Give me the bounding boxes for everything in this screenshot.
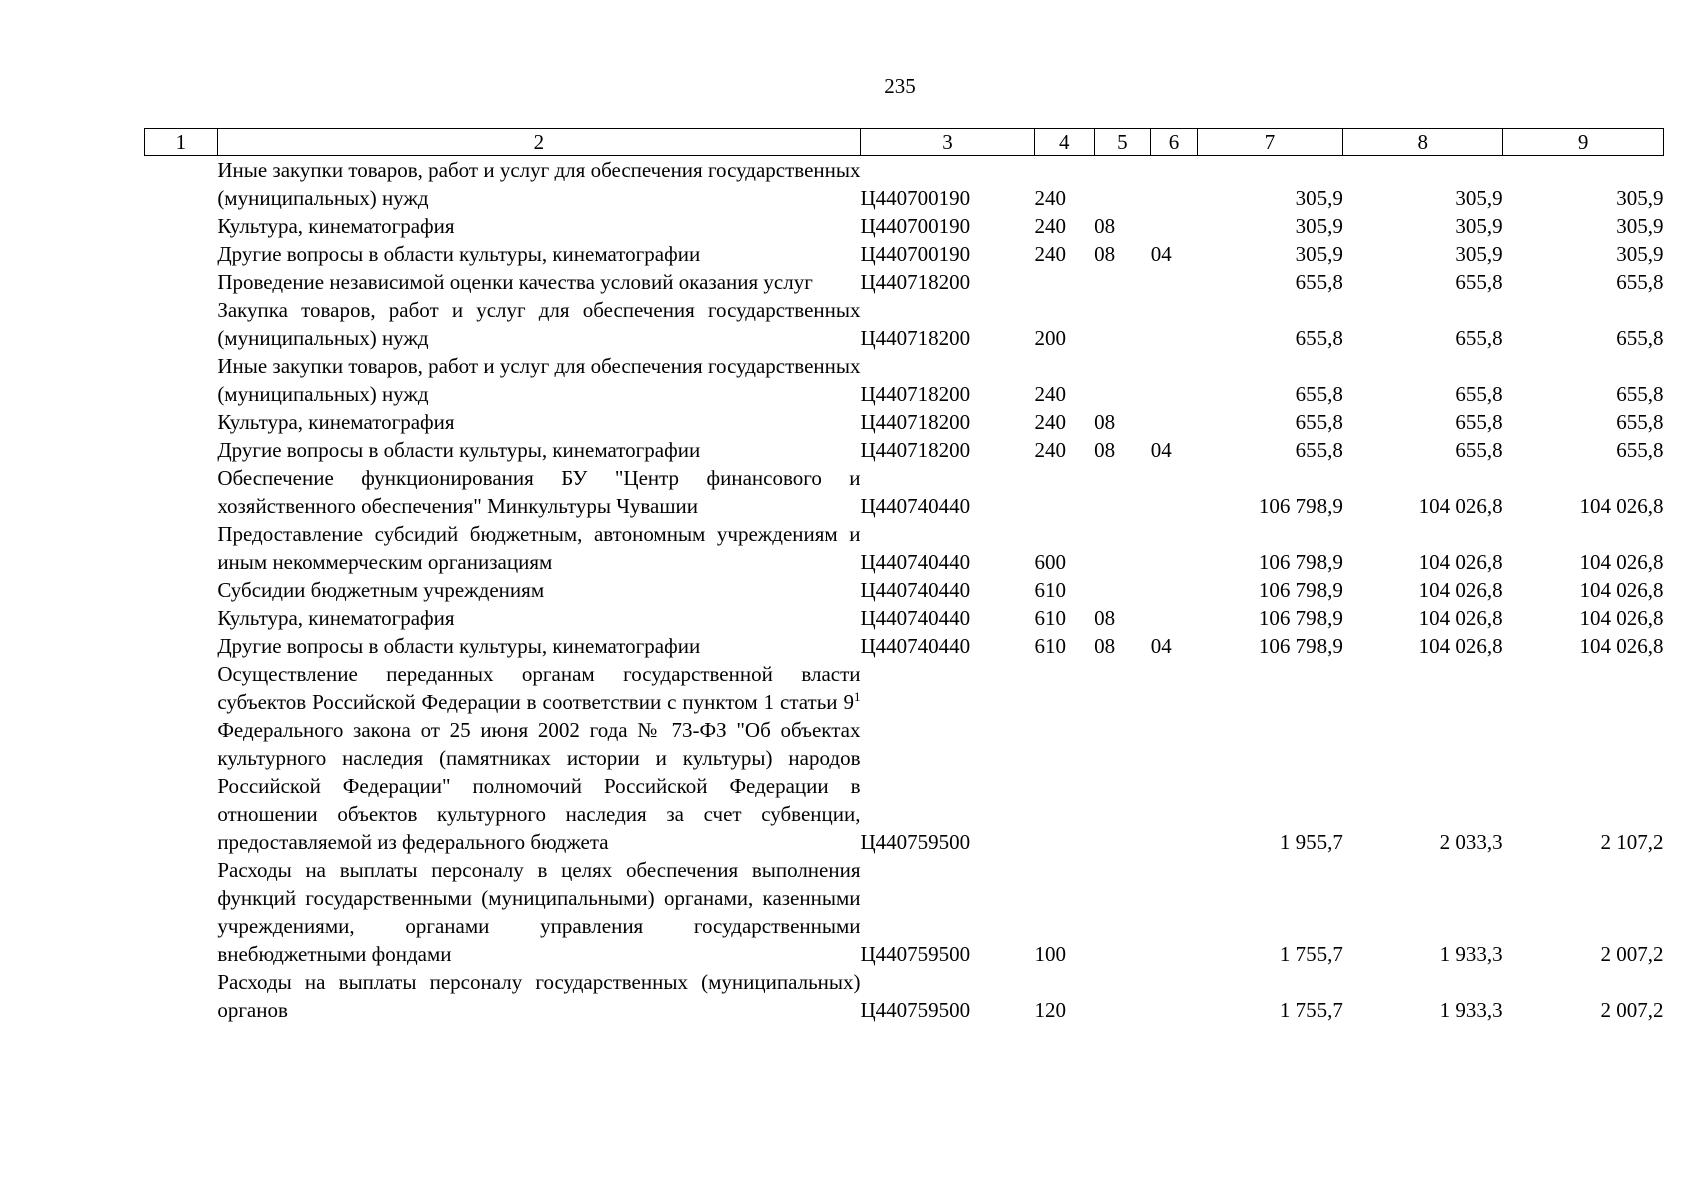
cell-amount-col-7: 305,9 xyxy=(1295,242,1343,266)
cell-amount-col-7: 106 798,9 xyxy=(1258,578,1343,602)
cell-target-code: Ц440759500 xyxy=(860,830,971,854)
cell-amount-col-8: 305,9 xyxy=(1455,186,1503,210)
cell-amount-col-7: 106 798,9 xyxy=(1258,550,1343,574)
cell-item-name: Культура, кинематография xyxy=(217,410,455,434)
cell-section xyxy=(1094,968,1151,1024)
cell-section xyxy=(1094,464,1151,520)
cell-amount-col-7: 655,8 xyxy=(1295,326,1343,350)
cell-target-code: Ц440718200 xyxy=(860,438,971,462)
cell-amount-col-9: 2 007,2 xyxy=(1600,998,1664,1022)
cell-amount-col-9: 104 026,8 xyxy=(1579,634,1664,658)
cell-target-code: Ц440718200 xyxy=(860,382,971,406)
cell-expense-type xyxy=(1034,464,1094,520)
cell-amount-col-9: 305,9 xyxy=(1616,242,1664,266)
cell-amount-col-9: 2 107,2 xyxy=(1600,830,1664,854)
cell-col-1 xyxy=(145,212,218,240)
cell-section xyxy=(1094,576,1151,604)
cell-target-code: Ц440700190 xyxy=(860,242,971,266)
table-row xyxy=(145,604,1664,632)
cell-expense-type: 200 xyxy=(1034,326,1066,350)
cell-section: 08 xyxy=(1094,634,1116,658)
table-row xyxy=(145,240,1664,268)
table-row xyxy=(145,632,1664,660)
header-col-9: 9 xyxy=(1503,129,1664,156)
table-row xyxy=(145,968,1664,1024)
cell-amount-col-7: 1 755,7 xyxy=(1279,942,1343,966)
cell-amount-col-8: 305,9 xyxy=(1455,242,1503,266)
cell-section: 08 xyxy=(1094,410,1116,434)
cell-section: 08 xyxy=(1094,214,1116,238)
cell-col-1 xyxy=(145,436,218,464)
cell-amount-col-9: 655,8 xyxy=(1616,270,1664,294)
cell-section xyxy=(1094,268,1151,296)
cell-subsection xyxy=(1151,856,1198,968)
header-col-2: 2 xyxy=(217,129,860,156)
cell-target-code: Ц440740440 xyxy=(860,578,971,602)
cell-amount-col-8: 655,8 xyxy=(1455,410,1503,434)
cell-amount-col-9: 104 026,8 xyxy=(1579,606,1664,630)
cell-subsection xyxy=(1151,352,1198,408)
cell-col-1 xyxy=(145,464,218,520)
cell-amount-col-7: 305,9 xyxy=(1295,214,1343,238)
table-row xyxy=(145,436,1664,464)
table-row xyxy=(145,408,1664,436)
header-col-6: 6 xyxy=(1151,129,1198,156)
table-body xyxy=(145,156,1664,1025)
cell-section xyxy=(1094,520,1151,576)
cell-subsection xyxy=(1151,520,1198,576)
cell-target-code: Ц440718200 xyxy=(860,410,971,434)
cell-col-1 xyxy=(145,576,218,604)
cell-expense-type: 240 xyxy=(1034,410,1066,434)
cell-amount-col-9: 104 026,8 xyxy=(1579,494,1664,518)
cell-target-code: Ц440700190 xyxy=(860,214,971,238)
table-row xyxy=(145,464,1664,520)
header-col-1: 1 xyxy=(145,129,218,156)
cell-item-name: Расходы на выплаты персоналу государственных (муниципальных) органов xyxy=(217,970,861,1022)
cell-expense-type: 240 xyxy=(1034,438,1066,462)
cell-section xyxy=(1094,156,1151,213)
cell-amount-col-9: 104 026,8 xyxy=(1579,578,1664,602)
table-row xyxy=(145,352,1664,408)
cell-subsection xyxy=(1151,660,1198,856)
cell-item-name: Предоставление субсидий бюджетным, автономным учреждениям и иным некоммерческим организациям xyxy=(217,522,861,574)
table-row xyxy=(145,296,1664,352)
cell-expense-type: 240 xyxy=(1034,242,1066,266)
table-row xyxy=(145,576,1664,604)
cell-target-code: Ц440759500 xyxy=(860,998,971,1022)
cell-item-name: Закупка товаров, работ и услуг для обеспечения государственных (муниципальных) нужд xyxy=(217,298,861,350)
cell-target-code: Ц440740440 xyxy=(860,494,971,518)
cell-item-name: Другие вопросы в области культуры, кинематографии xyxy=(217,438,701,462)
cell-subsection: 04 xyxy=(1150,438,1172,462)
cell-item-name: Проведение независимой оценки качества условий оказания услуг xyxy=(217,270,813,294)
cell-item-name: Культура, кинематография xyxy=(217,606,455,630)
cell-target-code: Ц440759500 xyxy=(860,942,971,966)
article-superscript: 1 xyxy=(854,689,861,704)
header-col-8: 8 xyxy=(1343,129,1503,156)
table-row xyxy=(145,212,1664,240)
cell-amount-col-8: 104 026,8 xyxy=(1418,606,1503,630)
cell-col-1 xyxy=(145,240,218,268)
cell-item-name: Иные закупки товаров, работ и услуг для обеспечения государственных (муниципальных) нужд xyxy=(217,158,861,210)
cell-subsection xyxy=(1151,408,1198,436)
cell-expense-type: 100 xyxy=(1034,942,1066,966)
cell-item-name: Обеспечение функционирования БУ "Центр финансового и хозяйственного обеспечения" Минкультуры Чувашии xyxy=(217,466,861,518)
cell-amount-col-8: 1 933,3 xyxy=(1439,942,1503,966)
cell-amount-col-7: 655,8 xyxy=(1295,438,1343,462)
table-row xyxy=(145,660,1664,856)
cell-col-1 xyxy=(145,520,218,576)
cell-expense-type: 120 xyxy=(1034,998,1066,1022)
cell-section: 08 xyxy=(1094,242,1116,266)
cell-amount-col-8: 104 026,8 xyxy=(1418,578,1503,602)
cell-amount-col-9: 305,9 xyxy=(1616,186,1664,210)
cell-target-code: Ц440718200 xyxy=(860,270,971,294)
cell-item-name: Иные закупки товаров, работ и услуг для обеспечения государственных (муниципальных) нужд xyxy=(217,354,861,406)
cell-subsection xyxy=(1151,576,1198,604)
cell-amount-col-7: 655,8 xyxy=(1295,410,1343,434)
cell-subsection xyxy=(1151,968,1198,1024)
cell-col-1 xyxy=(145,408,218,436)
cell-expense-type: 240 xyxy=(1034,214,1066,238)
cell-expense-type: 610 xyxy=(1034,578,1066,602)
cell-section xyxy=(1094,352,1151,408)
cell-amount-col-8: 1 933,3 xyxy=(1439,998,1503,1022)
cell-expense-type: 610 xyxy=(1034,634,1066,658)
cell-col-1 xyxy=(145,268,218,296)
cell-item-name: Другие вопросы в области культуры, кинематографии xyxy=(217,634,701,658)
cell-amount-col-9: 655,8 xyxy=(1616,382,1664,406)
cell-subsection xyxy=(1151,268,1198,296)
budget-table xyxy=(144,128,1664,1024)
cell-subsection xyxy=(1151,296,1198,352)
cell-col-1 xyxy=(145,632,218,660)
cell-amount-col-8: 104 026,8 xyxy=(1418,494,1503,518)
cell-expense-type: 240 xyxy=(1034,186,1066,210)
cell-subsection xyxy=(1151,212,1198,240)
cell-target-code: Ц440740440 xyxy=(860,634,971,658)
cell-section: 08 xyxy=(1094,438,1116,462)
header-col-3: 3 xyxy=(861,129,1035,156)
cell-target-code: Ц440700190 xyxy=(860,186,971,210)
cell-amount-col-7: 106 798,9 xyxy=(1258,606,1343,630)
cell-amount-col-9: 305,9 xyxy=(1616,214,1664,238)
table-row xyxy=(145,856,1664,968)
cell-item-name: Осуществление переданных органам государственной власти субъектов Российской Федерации в соответствии с пунктом 1 статьи $9^1$ Федерального закона от 25 июня 2002 года № 73-ФЗ "Об объектах культурного наследия (памятниках истории и культуры) народов Российской Федерации" полномочий Российской Федерации в отношении объектов культурного наследия за счет субвенции, предоставляемой из федерального бюджета xyxy=(217,662,861,854)
cell-amount-col-8: 655,8 xyxy=(1455,438,1503,462)
cell-col-1 xyxy=(145,352,218,408)
cell-item-name: Культура, кинематография xyxy=(217,214,455,238)
cell-amount-col-7: 106 798,9 xyxy=(1258,634,1343,658)
header-row xyxy=(145,129,1664,156)
cell-amount-col-7: 106 798,9 xyxy=(1258,494,1343,518)
cell-amount-col-8: 305,9 xyxy=(1455,214,1503,238)
cell-amount-col-7: 655,8 xyxy=(1295,270,1343,294)
cell-amount-col-7: 1 755,7 xyxy=(1279,998,1343,1022)
header-col-4: 4 xyxy=(1034,129,1094,156)
cell-amount-col-7: 655,8 xyxy=(1295,382,1343,406)
cell-item-name: Другие вопросы в области культуры, кинематографии xyxy=(217,242,701,266)
cell-col-1 xyxy=(145,604,218,632)
table-row xyxy=(145,156,1664,213)
cell-amount-col-7: 1 955,7 xyxy=(1279,830,1343,854)
cell-amount-col-8: 655,8 xyxy=(1455,382,1503,406)
table-row xyxy=(145,268,1664,296)
cell-amount-col-9: 2 007,2 xyxy=(1600,942,1664,966)
cell-col-1 xyxy=(145,156,218,213)
cell-subsection xyxy=(1151,604,1198,632)
cell-section xyxy=(1094,660,1151,856)
cell-item-name: Расходы на выплаты персоналу в целях обеспечения выполнения функций государственными (муниципальными) органами, казенными учреждениями, органами управления государственными внебюджетными фондами xyxy=(217,858,861,966)
cell-expense-type: 600 xyxy=(1034,550,1066,574)
cell-expense-type xyxy=(1034,268,1094,296)
cell-amount-col-8: 104 026,8 xyxy=(1418,634,1503,658)
header-col-5: 5 xyxy=(1094,129,1151,156)
table-header xyxy=(145,129,1664,156)
cell-amount-col-8: 2 033,3 xyxy=(1439,830,1503,854)
cell-expense-type xyxy=(1034,660,1094,856)
cell-col-1 xyxy=(145,296,218,352)
cell-section xyxy=(1094,296,1151,352)
header-col-7: 7 xyxy=(1197,129,1343,156)
cell-amount-col-7: 305,9 xyxy=(1295,186,1343,210)
cell-target-code: Ц440740440 xyxy=(860,606,971,630)
cell-expense-type: 240 xyxy=(1034,382,1066,406)
cell-amount-col-9: 655,8 xyxy=(1616,410,1664,434)
cell-amount-col-9: 104 026,8 xyxy=(1579,550,1664,574)
cell-col-1 xyxy=(145,968,218,1024)
cell-item-name: Субсидии бюджетным учреждениям xyxy=(217,578,545,602)
cell-subsection xyxy=(1151,464,1198,520)
cell-amount-col-9: 655,8 xyxy=(1616,438,1664,462)
cell-expense-type: 610 xyxy=(1034,606,1066,630)
cell-subsection xyxy=(1151,156,1198,213)
cell-subsection: 04 xyxy=(1150,242,1172,266)
table-row xyxy=(145,520,1664,576)
page-number: 235 xyxy=(884,74,916,98)
cell-amount-col-9: 655,8 xyxy=(1616,326,1664,350)
cell-col-1 xyxy=(145,856,218,968)
cell-target-code: Ц440718200 xyxy=(860,326,971,350)
cell-target-code: Ц440740440 xyxy=(860,550,971,574)
cell-amount-col-8: 104 026,8 xyxy=(1418,550,1503,574)
cell-subsection: 04 xyxy=(1150,634,1172,658)
cell-amount-col-8: 655,8 xyxy=(1455,270,1503,294)
cell-amount-col-8: 655,8 xyxy=(1455,326,1503,350)
cell-col-1 xyxy=(145,660,218,856)
cell-section xyxy=(1094,856,1151,968)
cell-section: 08 xyxy=(1094,606,1116,630)
